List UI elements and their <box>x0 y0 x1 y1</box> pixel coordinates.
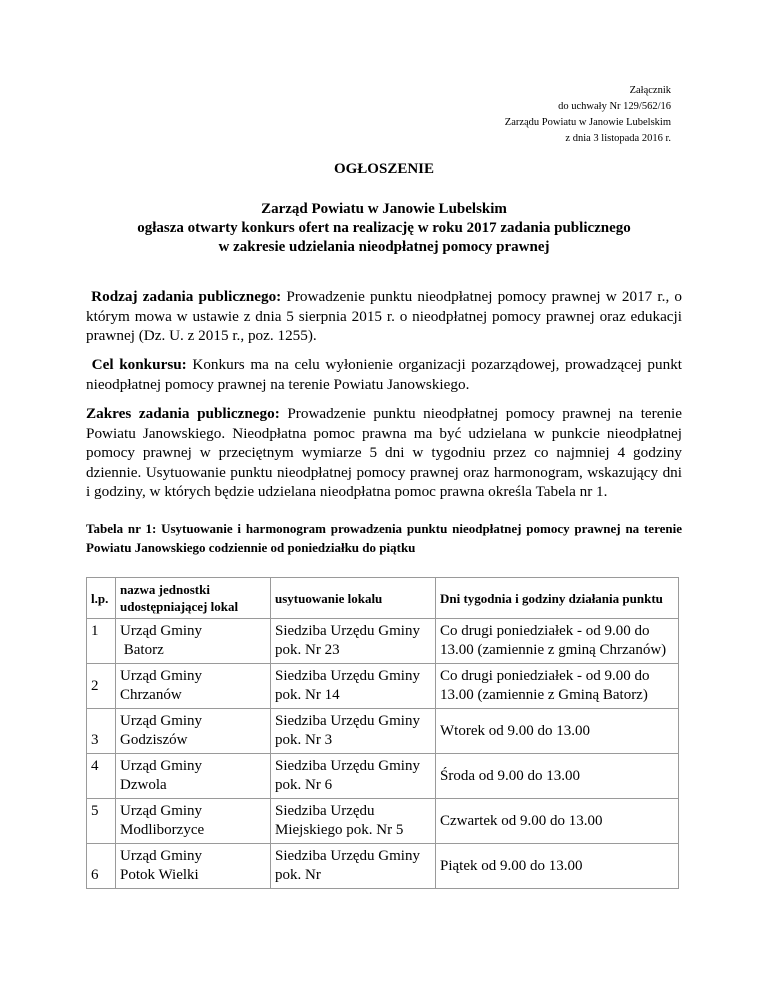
cell-unit: Urząd Gminy Dzwola <box>116 754 271 799</box>
cell-location: Siedziba Urzędu Gminy pok. Nr <box>271 844 436 889</box>
cell-location: Siedziba Urzędu Gminy pok. Nr 3 <box>271 709 436 754</box>
schedule-table <box>86 577 679 889</box>
goal-paragraph <box>86 355 682 394</box>
cell-location: Siedziba Urzędu Gminy pok. Nr 14 <box>271 664 436 709</box>
cell-lp: 4 <box>87 754 116 799</box>
page-title: OGŁOSZENIE <box>333 161 435 177</box>
cell-hours: Co drugi poniedziałek - od 9.00 do 13.00 (zamiennie z Gminą Batorz) <box>436 664 679 709</box>
task-type-label: Rodzaj zadania publicznego: <box>91 288 282 305</box>
cell-unit: Urząd Gminy Chrzanów <box>116 664 271 709</box>
cell-lp: 3 <box>87 709 116 754</box>
cell-location: Siedziba Urzędu Miejskiego pok. Nr 5 <box>271 799 436 844</box>
cell-hours: Środa od 9.00 do 13.00 <box>436 754 679 799</box>
cell-hours: Piątek od 9.00 do 13.00 <box>436 844 679 889</box>
annex-header <box>505 83 671 147</box>
cell-hours: Co drugi poniedziałek - od 9.00 do 13.00 (zamiennie z gminą Chrzanów) <box>436 619 679 664</box>
cell-unit: Urząd Gminy Potok Wielki <box>116 844 271 889</box>
scope-label: Zakres zadania publicznego: <box>86 405 280 422</box>
table-header-row <box>87 578 679 619</box>
goal-label: Cel konkursu: <box>91 356 187 373</box>
scope-paragraph <box>86 404 682 502</box>
cell-lp: 2 <box>87 664 116 709</box>
cell-lp: 1 <box>87 619 116 664</box>
cell-lp: 5 <box>87 799 116 844</box>
annex-line: Zarządu Powiatu w Janowie Lubelskim <box>504 117 671 128</box>
cell-unit: Urząd Gminy Godziszów <box>116 709 271 754</box>
header-hours: Dni tygodnia i godziny działania punktu <box>436 578 679 619</box>
cell-location: Siedziba Urzędu Gminy pok. Nr 23 <box>271 619 436 664</box>
task-type-text: Prowadzenie punktu nieodpłatnej pomocy prawnej w 2017 r., o którym mowa w ustawie z dnia 5 sierpnia 2015 r. o nieodpłatnej pomocy prawnej oraz edukacji prawnej (Dz. U. z 2015 r., poz. 1255). <box>86 288 683 344</box>
cell-hours: Wtorek od 9.00 do 13.00 <box>436 709 679 754</box>
table-row <box>87 664 679 709</box>
cell-unit: Urząd Gminy Modliborzyce <box>116 799 271 844</box>
intro-line: Zarząd Powiatu w Janowie Lubelskim <box>261 201 507 217</box>
scope-text: Prowadzenie punktu nieodpłatnej pomocy prawnej na terenie Powiatu Janowskiego. Nieodpłatna pomoc prawna ma być udzielana w punkcie nieodpłatnej pomocy prawnej w przeciętnym wymiarze 5 dni w tygodniu przez co najmniej 4 godziny dziennie. Usytuowanie punktu nieodpłatnej pomocy prawnej oraz harmonogram, wskazujący dni i godziny, w których będzie udzielana nieodpłatna pomoc prawna określa Tabela nr 1. <box>86 405 683 500</box>
table-row <box>87 709 679 754</box>
header-lp: l.p. <box>87 578 116 619</box>
cell-unit: Urząd Gminy Batorz <box>116 619 271 664</box>
annex-line: do uchwały Nr 129/562/16 <box>558 101 671 112</box>
goal-text: Konkurs ma na celu wyłonienie organizacji pozarządowej, prowadzącej punkt nieodpłatnej pomocy prawnej na terenie Powiatu Janowskiego. <box>86 356 683 393</box>
intro-line: ogłasza otwarty konkurs ofert na realizację w roku 2017 zadania publicznego <box>137 220 631 236</box>
header-location: usytuowanie lokalu <box>271 578 436 619</box>
intro-line: w zakresie udzielania nieodpłatnej pomocy prawnej <box>218 239 550 255</box>
annex-line: Załącznik <box>629 85 671 96</box>
cell-lp: 6 <box>87 844 116 889</box>
announcement-intro <box>86 200 682 257</box>
cell-hours: Czwartek od 9.00 do 13.00 <box>436 799 679 844</box>
header-unit: nazwa jednostki udostępniającej lokal <box>116 578 271 619</box>
table-row <box>87 799 679 844</box>
table-row <box>87 619 679 664</box>
table-caption: Tabela nr 1: Usytuowanie i harmonogram prowadzenia punktu nieodpłatnej pomocy prawnej na terenie Powiatu Janowskiego codziennie od poniedziałku do piątku <box>86 521 682 555</box>
table-row <box>87 844 679 889</box>
table-row <box>87 754 679 799</box>
annex-line: z dnia 3 listopada 2016 r. <box>565 133 671 144</box>
task-type-paragraph <box>86 287 682 346</box>
cell-location: Siedziba Urzędu Gminy pok. Nr 6 <box>271 754 436 799</box>
